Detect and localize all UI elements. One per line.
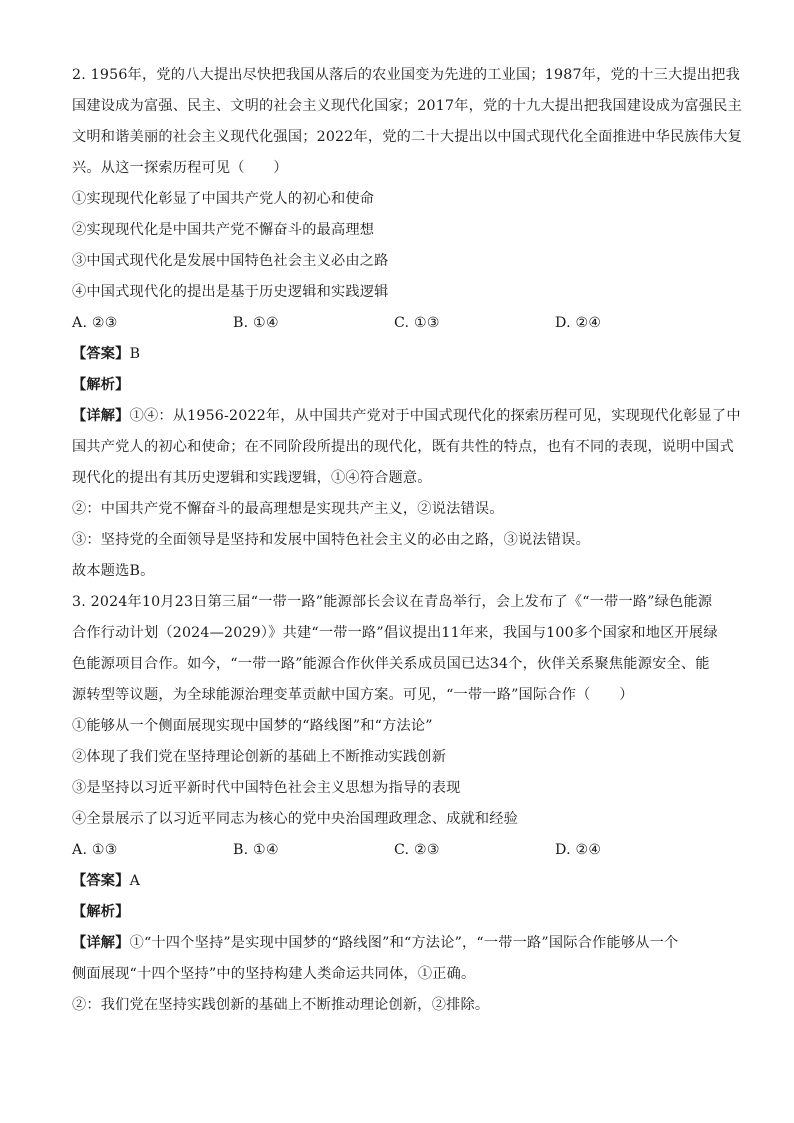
analysis-line — [72, 370, 724, 401]
option-row — [72, 308, 724, 339]
detail-text: ①“十四个坚持”是实现中国梦的“路线图”和“方法论”，“一带一路”国际合作能够从一个 — [129, 935, 679, 951]
detail-line — [72, 928, 724, 959]
answer-value: B — [129, 346, 141, 362]
analysis-label: 【解析】 — [72, 377, 130, 393]
statement: ①能够从一个侧面展现实现中国梦的“路线图”和“方法论” — [72, 718, 433, 734]
detail-line: 侧面展现“十四个坚持”中的坚持构建人类命运共同体，①正确。 — [72, 966, 476, 982]
statement: ②实现现代化是中国共产党不懈奋斗的最高理想 — [72, 222, 375, 238]
stem-line: 色能源项目合作。如今，“一带一路”能源合作伙伴关系成员国已达34个，伙伴关系聚焦能源安全、能 — [72, 656, 710, 672]
statement: ②体现了我们党在坚持理论创新的基础上不断推动实践创新 — [72, 749, 447, 765]
question-3 — [72, 587, 724, 1021]
option-d: D. ②④ — [555, 842, 602, 858]
option-b: B. ①④ — [233, 842, 279, 858]
detail-label: 【详解】 — [72, 408, 130, 424]
detail-label: 【详解】 — [72, 935, 130, 951]
detail-text: ①④：从1956-2022年，从中国共产党对于中国式现代化的探索历程可见，实现现代化彰显了中 — [129, 408, 741, 424]
option-c: C. ①③ — [394, 315, 440, 331]
detail-line: 现代化的提出有其历史逻辑和实践逻辑，①④符合题意。 — [72, 470, 432, 486]
answer-line — [72, 866, 724, 897]
analysis-line — [72, 897, 724, 928]
option-c: C. ②③ — [394, 842, 440, 858]
answer-line — [72, 339, 724, 370]
statement-list — [72, 184, 724, 308]
note-line: ③：坚持党的全面领导是坚持和发展中国特色社会主义的必由之路，③说法错误。 — [72, 532, 590, 548]
detail-block — [72, 928, 724, 990]
answer-value: A — [129, 873, 141, 889]
note-line: ②：中国共产党不懈奋斗的最高理想是实现共产主义，②说法错误。 — [72, 501, 504, 517]
stem-line: 文明和谐美丽的社会主义现代化强国；2022年，党的二十大提出以中国式现代化全面推进中华民族伟大复 — [72, 129, 742, 145]
option-d: D. ②④ — [555, 315, 602, 331]
statement: ①实现现代化彰显了中国共产党人的初心和使命 — [72, 191, 375, 207]
document-page — [72, 60, 742, 1021]
answer-label: 【答案】 — [72, 873, 130, 889]
statement: ③是坚持以习近平新时代中国特色社会主义思想为指导的表现 — [72, 780, 461, 796]
option-row — [72, 835, 724, 866]
stem-line: 兴。从这一探索历程可见（ ） — [72, 160, 288, 176]
stem-line: 合作行动计划（2024—2029）》共建“一带一路”倡议提出11年来，我国与100多个国家和地区开展绿 — [72, 625, 718, 641]
option-a: A. ①③ — [72, 842, 118, 858]
statement-list — [72, 711, 724, 835]
statement: ④中国式现代化的提出是基于历史逻辑和实践逻辑 — [72, 284, 389, 300]
detail-line — [72, 401, 741, 432]
question-2 — [72, 60, 742, 587]
option-a: A. ②③ — [72, 315, 118, 331]
stem-line: 源转型等议题，为全球能源治理变革贡献中国方案。可见，“一带一路”国际合作（ ） — [72, 687, 634, 703]
stem-line: 国建设成为富强、民主、文明的社会主义现代化国家；2017年，党的十九大提出把我国建设成为富强民主 — [72, 98, 742, 114]
question-stem — [72, 587, 724, 711]
analysis-label: 【解析】 — [72, 904, 130, 920]
question-stem — [72, 60, 742, 184]
statement: ③中国式现代化是发展中国特色社会主义必由之路 — [72, 253, 389, 269]
conclusion-line: 故本题选B。 — [72, 563, 155, 579]
stem-line: 3. 2024年10月23日第三届“一带一路”能源部长会议在青岛举行，会上发布了《“一带一路”绿色能源 — [72, 594, 713, 610]
stem-line: 2. 1956年，党的八大提出尽快把我国从落后的农业国变为先进的工业国；1987年，党的十三大提出把我 — [72, 67, 740, 83]
option-b: B. ①④ — [233, 315, 279, 331]
detail-block — [72, 401, 741, 494]
detail-line: 国共产党人的初心和使命；在不同阶段所提出的现代化，既有共性的特点，也有不同的表现，说明中国式 — [72, 439, 734, 455]
note-line: ②：我们党在坚持实践创新的基础上不断推动理论创新，②排除。 — [72, 997, 490, 1013]
answer-label: 【答案】 — [72, 346, 130, 362]
statement: ④全景展示了以习近平同志为核心的党中央治国理政理念、成就和经验 — [72, 811, 519, 827]
